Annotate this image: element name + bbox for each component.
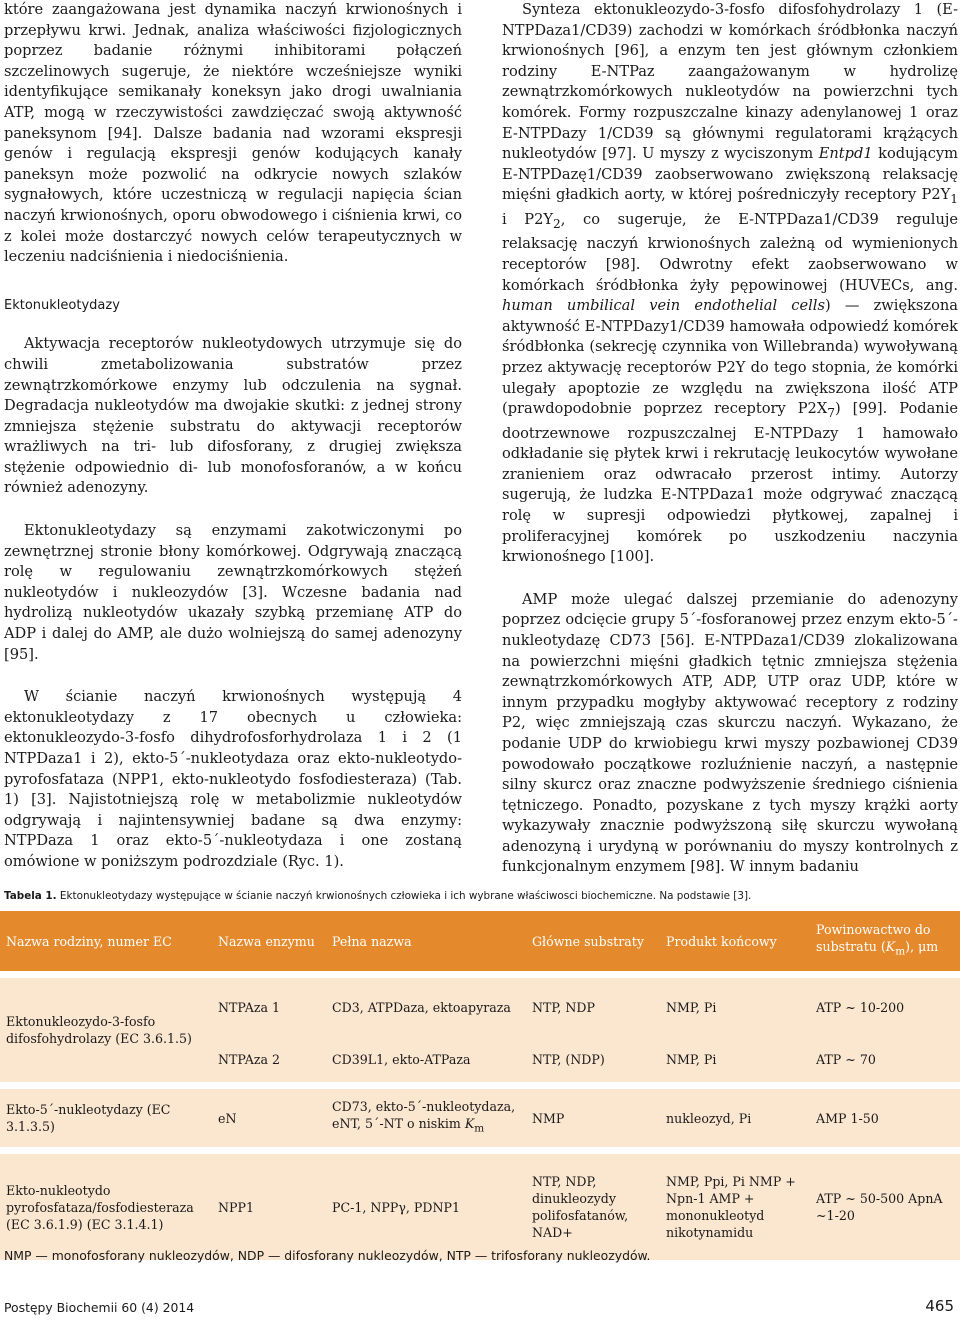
table-row [0,978,960,1036]
cell-product: NMP, Pi [660,978,810,1036]
text-span: które zaangażowana jest dynamika naczyń krwionośnych i przepływu krwi. Jednak, analiza właściwości fizjologicznych poprzez badanie różnymi inhibitorami połączeń szczelinowych sugeruje, że niektóre wcześniejsze wyniki identyfikujące semikanały koneksyn jako drogi uwalniania ATP, mogą w rzeczywistości zawdzięczać swoją aktywność paneksynom [94]. [4,1,462,142]
text-span: Synteza ektonukleozydo-3-fosfo difosfohydrolazy 1 (E-NTPDaza1/CD39) zachodzi w komórkach śródbłonka naczyń krwionośnych [96], a enzym ten jest głównym członkiem rodziny E-NTPaz zaangażowanym w hydrolizę zewnątrzkomórkowych nukleotydów na powierzchni tych komórek. Formy rozpuszczalne kinazy adenylanowej 1 oraz E-NTPDazy 1/CD39 są głównymi regulatorami krążących nukleotydów [97]. U myszy z wyciszonym [502,1,958,163]
cell-product: NMP, Ppi, Pi NMP + Npn-1 AMP + mononukleotyd nikotynamidu [660,1154,810,1260]
cell-family: Ekto-nukleotydo pyrofosfataza/fosfodiesteraza (EC 3.6.1.9) (EC 3.1.4.1) [0,1154,212,1260]
table-caption [4,890,954,902]
text-span: ), μm [905,939,939,955]
right-paragraph-1 [502,0,958,568]
right-column [502,0,958,878]
table-footnote: NMP — monofosforany nukleozydów, NDP — difosforany nukleozydów, NTP — trifosforany nukleozydów. [4,1248,651,1263]
subscript: 7 [827,406,835,420]
text-span: CD73, ekto-5´-nukleotydaza, eNT, 5´-NT o niskim [332,1099,516,1132]
header-affinity [810,911,960,971]
header-enzyme: Nazwa enzymu [212,911,326,971]
subscript: 1 [950,192,958,207]
text-span: Powinowactwo do substratu ( [816,922,931,955]
table-row [0,1089,960,1147]
left-paragraph-2: Aktywacja receptorów nukleotydowych utrzymuje się do chwili zmetabolizowania substratów przez zewnątrzkomórkowe enzymy lub odczulenia na sygnał. Degradacja nukleotydów ma dwojakie skutki: z jednej strony zmniejsza stężenie substratu do aktywacji receptorów wrażliwych na tri- lub difosforany, z drugiej zwiększa stężenie odpowiednio di- lub monofosforanów, a w końcu również adenozyny. [4,335,462,497]
text-span: i P2Y [502,210,554,228]
cell-full-name [326,1089,526,1147]
text-span: , co sugeruje, że E-NTPDaza1/CD39 reguluje relaksację naczyń krwionośnych zależną od wymienionych receptorów [98]. Odwrotny efekt zaobserwowano w komórkach śródbłonka żyły pępowinowej (HUVECs, ang. [502,210,958,294]
cell-substrates: NMP [526,1089,660,1147]
journal-footer: Postępy Biochemii 60 (4) 2014 [4,1300,195,1315]
text-span: Dalsze badania nad wzorami ekspresji genów i regulacją ekspresji genów kodujących kanały paneksyn może pozwolić na odkrycie nowych szlaków sygnałowych, które uczestniczą w regulacji napięcia ścian naczyń krwionośnych, oporu obwodowego i ciśnienia krwi, co z kolei może dostarczyć nowych celów terapeutycznych w leczeniu nadciśnienia i niedociśnienia. [4,124,462,266]
gene-name: Entpd1 [818,145,873,163]
left-column [4,0,462,873]
k-symbol: K [885,939,896,955]
subscript: 2 [553,216,561,231]
caption-text: Ektonukleotydazy występujące w ścianie naczyń krwionośnych człowieka i ich wybrane właściwosci biochemiczne. Na podstawie [3]. [56,890,752,902]
caption-label: Tabela 1. [4,890,57,902]
section-heading: Ektonukleotydazy [4,297,120,313]
left-paragraph-3: Ektonukleotydazy są enzymami zakotwiczonymi po zewnętrznej stronie błony komórkowej. Odgrywają znaczącą rolę w regulowaniu zewnątrzkomórkowych stężeń nukleotydów i nukleozydów [3]. Wczesne badania nad hydrolizą nukleotydów ukazały szybką przemianę ATP do ADP i dalej do AMP, ale dużo wolniejszą do samej adenozyny [95]. [4,522,462,663]
table-row [0,1154,960,1260]
k-symbol: K [464,1116,475,1132]
cell-full-name: CD39L1, ekto-ATPaza [326,1036,526,1082]
cell-family: Ektonukleozydo-3-fosfo difosfohydrolazy (EC 3.6.1.5) [0,978,212,1082]
subscript: m [474,1122,485,1135]
english-term: human umbilical vein endothelial cells [502,297,825,315]
right-paragraph-2: AMP może ulegać dalszej przemianie do adenozyny poprzez odcięcie grupy 5´-fosforanowej przez enzym ekto-5´-nukleotydazę CD73 [56]. E-NTPDaza1/CD39 zlokalizowana na powierzchni mięśni gładkich tętnic zmniejsza stężenia zewnątrzkomórkowych ATP, ADP, UTP oraz UDP, które w innym przypadku mogłyby aktywować receptory z rodziny P2, więc zmniejszają czas skurczu naczyń. Wykazano, że podanie UDP do krwiobiegu krwi myszy pozbawionej CD39 powodowało początkowe rozluźnienie naczyń, a następnie silny skurcz oraz znaczne podwyższenie średniego ciśnienia tętniczego. Ponadto, pozyskane z tych myszy krążki aorty wykazywały znacznie podwyższoną siłę skurczu wywołaną adenozyną i urydyną w porównaniu do myszy kontrolnych z funkcjonalnym enzymem [98]. W innym badaniu [502,590,958,876]
cell-enzyme: eN [212,1089,326,1147]
text-span: kodującym E-NTPDazę1/CD39 zaobserwowano zwiększoną relaksację mięśni gładkich aorty, w której pośredniczyły receptory P2Y [502,145,958,204]
text-span: ) [99]. Podanie dootrzewnowe rozpuszczalnej E-NTPDazy 1 hamowało odkładanie się płytek krwi i rekrutację leukocytów wywołane zranieniem oraz odwracało przerost intimy. Autorzy sugerują, że ludzka E-NTPDaza1 może odgrywać znaczącą rolę w supresji odpowiedzi płytkowej, zapalnej i proliferacyjnej komórek po uszkodzeniu naczynia krwionośnego [100]. [502,400,958,566]
cell-affinity: ATP ~ 10-200 [810,978,960,1036]
header-substrates: Główne substraty [526,911,660,971]
cell-affinity: ATP ~ 70 [810,1036,960,1082]
table-header-row [0,911,960,971]
cell-substrates: NTP, NDP [526,978,660,1036]
enzyme-table [0,911,960,1260]
header-full-name: Pełna nazwa [326,911,526,971]
text-span: ) — zwiększona aktywność E-NTPDazy1/CD39 hamowała odpowiedź komórek śródbłonka (sekrecję czynnika von Willebranda) wywoływaną przez aktywację receptorów P2Y do tego stopnia, że komórki ulegały apoptozie ze względu na zwiększona ilość ATP (prawdopodobnie poprzez receptory P2X [502,297,958,418]
cell-product: NMP, Pi [660,1036,810,1082]
subscript: m [895,945,906,958]
header-family: Nazwa rodziny, numer EC [0,911,212,971]
cell-full-name: CD3, ATPDaza, ektoapyraza [326,978,526,1036]
cell-affinity: ATP ~ 50-500 ApnA ~1-20 [810,1154,960,1260]
cell-affinity: AMP 1-50 [810,1089,960,1147]
cell-substrates: NTP, (NDP) [526,1036,660,1082]
cell-full-name: PC-1, NPPγ, PDNP1 [326,1154,526,1260]
left-paragraph-1 [4,0,462,268]
cell-substrates: NTP, NDP, dinukleozydy polifosfatanów, NAD+ [526,1154,660,1260]
cell-family: Ekto-5´-nukleotydazy (EC 3.1.3.5) [0,1089,212,1147]
left-paragraph-4: W ścianie naczyń krwionośnych występują 4 ektonukleotydazy z 17 obecnych u człowieka: ektonukleozydo-3-fosfo dihydrofosforhydrolaza 1 i 2 (1 NTPDaza1 i 2), ekto-5´-nukleotydaza oraz ekto-nukleotydo-pyrofosfataza (NPP1, ekto-nukleotydo fosfodiesteraza) (Tab. 1) [3]. Najistotniejszą rolę w metabolizmie nukleotydów odgrywają i najintensywniej badane są dwa enzymy: NTPDaza 1 oraz ekto-5´-nukleotydaza i one zostaną omówione w poniższym podrozdziale (Ryc. 1). [4,688,462,870]
page-number: 465 [925,1297,954,1315]
header-product: Produkt końcowy [660,911,810,971]
cell-product: nukleozyd, Pi [660,1089,810,1147]
cell-enzyme: NTPAza 1 [212,978,326,1036]
cell-enzyme: NPP1 [212,1154,326,1260]
cell-enzyme: NTPAza 2 [212,1036,326,1082]
